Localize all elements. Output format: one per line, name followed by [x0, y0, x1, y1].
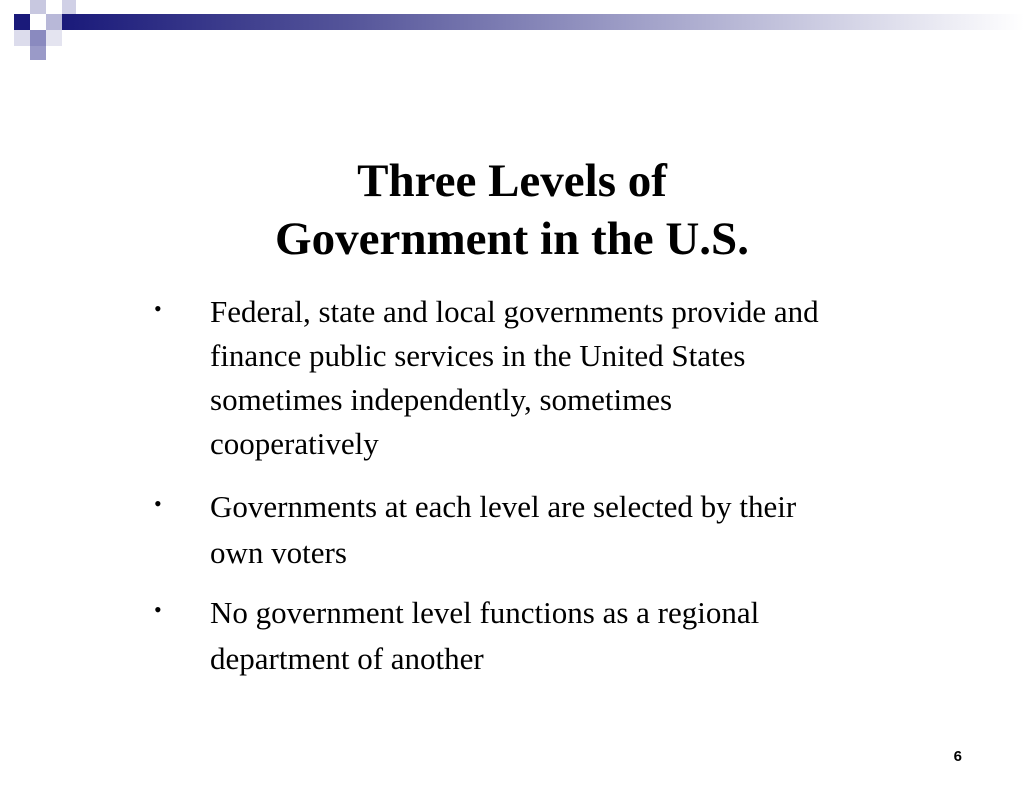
bullet-text: Governments at each level are selected by their own voters [210, 489, 797, 570]
slide-title [0, 152, 1024, 268]
bullet-icon: • [154, 296, 162, 321]
header-gradient-svg [0, 14, 1024, 30]
bullet-list [150, 290, 840, 682]
bullet-icon: • [154, 597, 162, 622]
header-square-light-3 [62, 0, 76, 14]
bullet-text: Federal, state and local governments provide and finance public services in the United States sometimes independently, sometimes cooperatively [210, 294, 819, 461]
header-square-light-4 [14, 30, 30, 46]
bullet-text: No government level functions as a regional department of another [210, 595, 760, 676]
header-square-mid [30, 30, 46, 46]
slide-title-line-2: Government in the U.S. [275, 213, 749, 265]
bullet-item [150, 290, 840, 466]
header-square-light-5 [46, 30, 62, 46]
page-number: 6 [953, 748, 962, 765]
header-gradient-bar [0, 14, 1024, 30]
bullet-item [150, 484, 840, 576]
slide-title-line-1: Three Levels of [357, 155, 667, 207]
header-square-light-1 [30, 0, 46, 14]
header-square-mid-2 [30, 46, 46, 60]
bullet-icon: • [154, 491, 162, 516]
bullet-item [150, 590, 840, 682]
